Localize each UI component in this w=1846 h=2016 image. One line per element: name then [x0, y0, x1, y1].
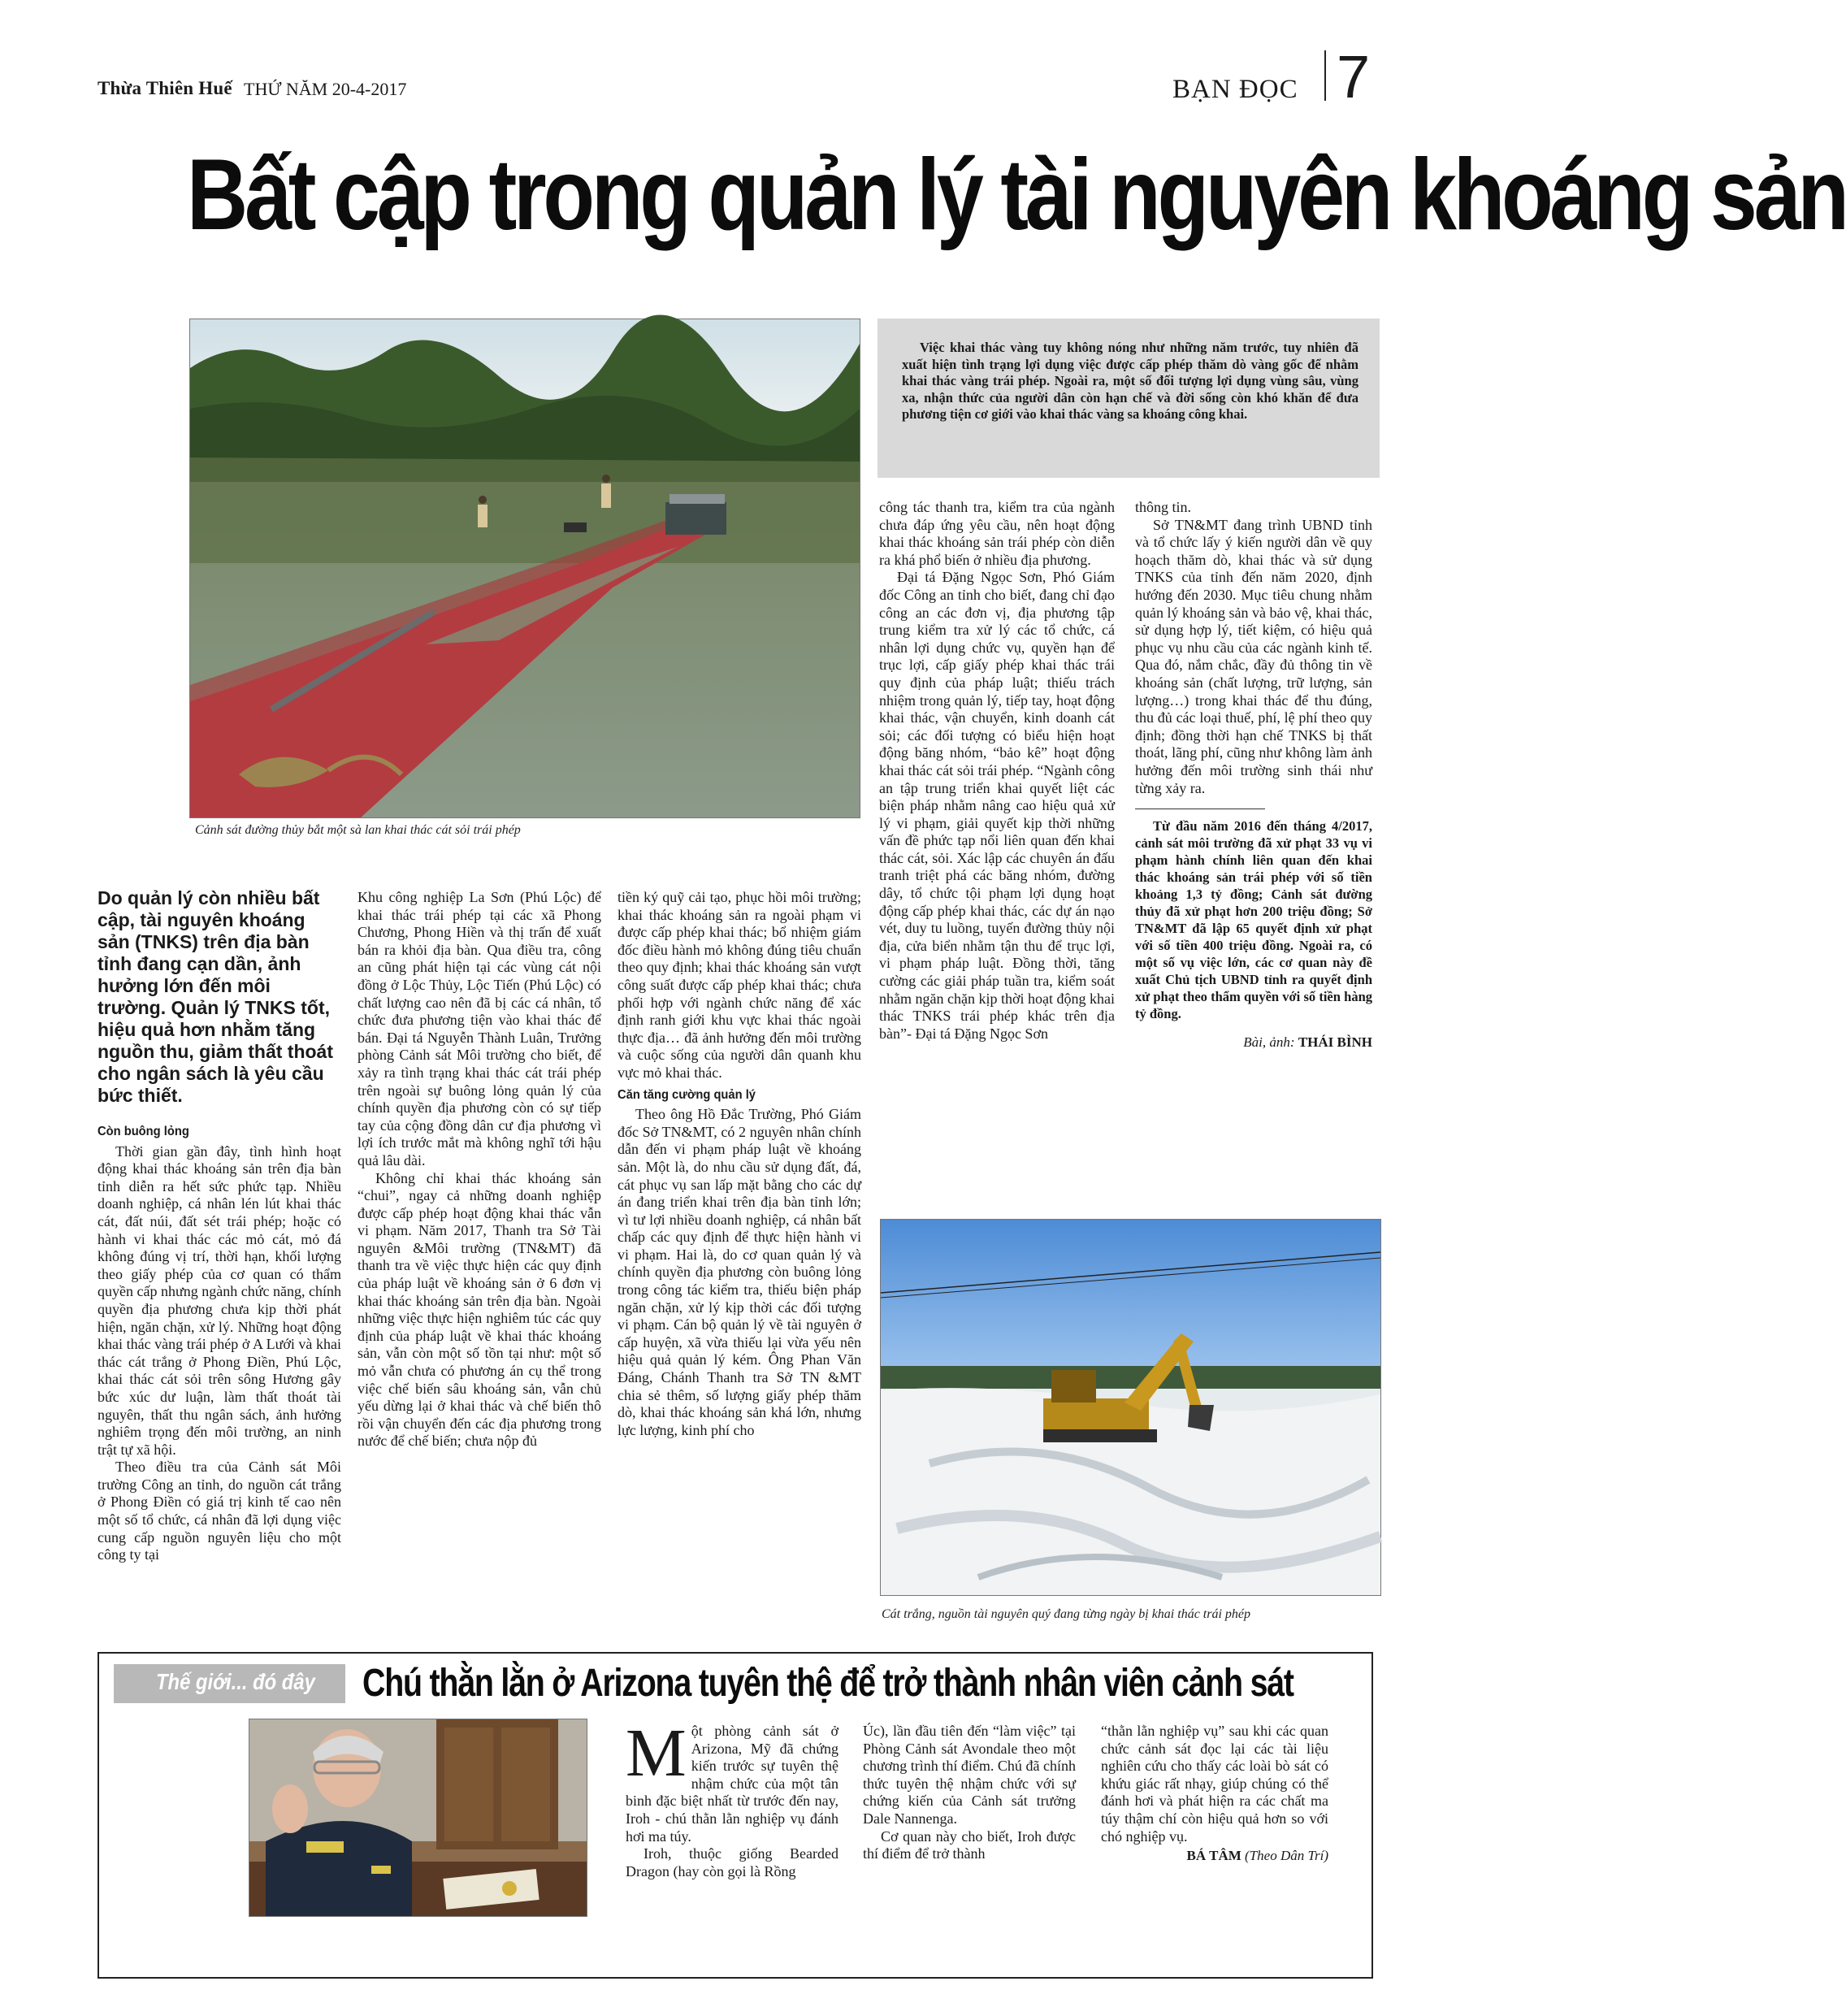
- byline-author: THÁI BÌNH: [1298, 1034, 1372, 1051]
- sidebar-tag: Thế giới... đó đây: [156, 1669, 315, 1694]
- body-paragraph: Iroh, thuộc giống Bearded Dragon (hay còn gọi là Rồng: [626, 1845, 838, 1879]
- section-name: BẠN ĐỌC: [1172, 75, 1298, 104]
- photo2-caption: Cát trắng, nguồn tài nguyên quý đang từng ngày bị khai thác trái phép: [882, 1607, 1251, 1621]
- sidebar-title: Chú thằn lằn ở Arizona tuyên thệ để trở thành nhân viên cảnh sát: [362, 1662, 1294, 1705]
- dropcap-letter: M: [626, 1715, 687, 1791]
- page-number: 7: [1337, 43, 1371, 111]
- sidebar-column-2: [863, 1723, 1076, 1863]
- body-paragraph: Cơ quan này cho biết, Iroh được thí điểm để trở thành: [863, 1827, 1076, 1862]
- body-paragraph: Sở TN&MT đang trình UBND tỉnh và tổ chức lấy ý kiến người dân về quy hoạch thăm dò, khai thác và sử dụng TNKS của tỉnh đến năm 2020, định hướng đến 2030. Mục tiêu chung nhằm quản lý khoáng sản và bảo vệ, khai thác, sử dụng hợp lý, tiết kiệm, có hiệu quả phục vụ nhu cầu của các ngành kinh tế. Qua đó, nắm chắc, đầy đủ thông tin về khoáng sản (chất lượng, trữ lượng, sản lượng…) trong khai thác để thu đúng, thu đủ các loại thuế, phí, lệ phí theo quy định; đồng thời hạn chế TNKS bị thất thoát, lãng phí, cũng như không làm ảnh hưởng đến môi trường sinh thái như từng xảy ra.: [1135, 516, 1372, 796]
- column-3: [618, 889, 861, 1439]
- body-paragraph: Theo ông Hồ Đắc Trường, Phó Giám đốc Sở TN&MT, có 2 nguyên nhân chính dẫn đến vi phạm pháp luật về khoáng sản. Một là, do nhu cầu sử dụng đất, đá, cát phục vụ san lấp mặt bằng cho các dự án đang triển khai trên địa bàn tỉnh lớn; vì tư lợi nhiều doanh nghiệp, cá nhân bất chấp các quy định để thực hiện hành vi vi phạm. Hai là, do cơ quan quản lý và chính quyền địa phương còn buông lỏng trong công tác kiểm tra, thiếu biện pháp ngăn chặn, xử lý kịp thời các đối tượng vi phạm. Cán bộ quản lý về tài nguyên ở cấp huyện, xã vừa thiếu lại vừa yếu nên hiệu quả quản lý kém. Ông Phan Văn Đáng, Chánh Thanh tra Sở TN &MT chia sẻ thêm, số lượng giấy phép thăm dò, khai thác khoáng sản khá lớn, nhưng lực lượng, kinh phí cho: [618, 1106, 861, 1438]
- body-paragraph: Úc), lần đầu tiên đến “làm việc” tại Phòng Cảnh sát Avondale theo một chương trình thí điểm. Chú đã chính thức tuyên thệ nhậm chức với sự chứng kiến của Cảnh sát trưởng Dale Nannenga.: [863, 1723, 1076, 1827]
- sidebar-byline-author: BÁ TÂM: [1186, 1848, 1242, 1864]
- photo1-caption: Cảnh sát đường thủy bắt một sà lan khai thác cát sỏi trái phép: [195, 823, 521, 837]
- column-5: [1135, 499, 1372, 1051]
- sidebar-byline: [1101, 1847, 1328, 1865]
- sand-mining-photo: [880, 1219, 1381, 1596]
- article-byline: [1135, 1034, 1372, 1051]
- sidebar-column-3: [1101, 1723, 1328, 1865]
- issue-date: THỨ NĂM 20-4-2017: [244, 79, 407, 99]
- byline-prefix: Bài, ảnh:: [1243, 1034, 1295, 1051]
- body-paragraph: ột phòng cảnh sát ở Arizona, Mỹ đã chứng kiến trước sự tuyên thệ nhậm chức của một tân binh đặc biệt nhất từ trước đến nay, Iroh - chú thằn lằn nghiệp vụ đánh hơi ma túy.: [626, 1723, 838, 1845]
- lizard-ceremony-photo: [249, 1719, 587, 1917]
- subhead-1: Còn buông lỏng: [98, 1125, 189, 1138]
- lead-paragraph: Việc khai thác vàng tuy không nóng như những năm trước, tuy nhiên đã xuất hiện tình trạng lợi dụng việc được cấp phép thăm dò vàng gốc để nhằm khai thác vàng trái phép. Ngoài ra, một số đối tượng lợi dụng vùng sâu, vùng xa, nhận thức của người dân còn hạn chế và đời sống còn khó khăn để đưa phương tiện cơ giới vào khai thác vàng sa khoáng công khai.: [902, 340, 1358, 423]
- body-paragraph: “thằn lằn nghiệp vụ” sau khi các quan chức cảnh sát đọc lại các tài liệu nghiên cứu cho thấy các loài bò sát có khứu giác rất nhạy, giúp chúng có thể đánh hơi và phát hiện ra các chất ma túy thậm chí còn hiệu quả hơn so với chó nghiệp vụ.: [1101, 1723, 1328, 1845]
- subhead-2: Căn tăng cường quản lý: [618, 1087, 756, 1102]
- body-paragraph: Khu công nghiệp La Sơn (Phú Lộc) để khai thác trái phép tại các xã Phong Chương, Phong Hiền và thị trấn để xuất bán ra khỏi địa bàn. Qua điều tra, công an cũng phát hiện tại các vùng cát nội đồng ở Lộc Thủy, Lộc Tiến (Phú Lộc) có chất lượng cao nên đã bị các cá nhân, tổ chức đưa phương tiện vào khai thác để bán. Đại tá Nguyễn Thành Luân, Trưởng phòng Cảnh sát Môi trường cho biết, để xảy ra tình trạng khai thác cát trái phép trên ngoài sự buông lỏng quản lý của chính quyền địa phương còn có sự tiếp tay của cộng đồng dân cư địa phương vì lợi ích trước mắt mà không nghĩ tới hậu quả lâu dài.: [358, 889, 601, 1168]
- intro-paragraph: Do quản lý còn nhiều bất cập, tài nguyên khoáng sản (TNKS) trên địa bàn tỉnh đang cạn dần, ảnh hưởng lớn đến môi trường. Quản lý TNKS tốt, hiệu quả hơn nhằm tăng nguồn thu, giảm thất thoát cho ngân sách là yêu cầu bức thiết.: [98, 887, 334, 1106]
- header-divider: [1324, 50, 1326, 101]
- body-paragraph: tiền ký quỹ cải tạo, phục hồi môi trường; khai thác khoáng sản ra ngoài phạm vi được cấp phép khai thác; bổ nhiệm giám đốc điều hành mỏ không đúng tiêu chuẩn theo quy định; khai thác khoáng sản vượt công suất được cấp phép khai thác; chưa phối hợp với ngành chức năng để xác định ranh giới khu vực khai thác ngoài thực địa… đã ảnh hưởng đến môi trường và cuộc sống của người dân quanh khu vực mỏ khai thác.: [618, 889, 861, 1081]
- sidebar-byline-source: (Theo Dân Trí): [1245, 1848, 1328, 1864]
- body-paragraph: Đại tá Đặng Ngọc Sơn, Phó Giám đốc Công an tỉnh cho biết, đang chỉ đạo công an các đơn vị, địa phương tập trung kiểm tra xử lý các tổ chức, cá nhân lợi dụng chức vụ, quyền hạn để trục lợi, cấp giấy phép khai thác trái quy định của pháp luật; thiếu trách nhiệm trong quản lý, tiếp tay, hoạt động khai thác, vận chuyển, kinh doanh cát sỏi; các đối tượng có biểu hiện hoạt động băng nhóm, “bảo kê” hoạt động khai thác cát sỏi trái phép. “Ngành công an tập trung triển khai quyết liệt các biện pháp nhằm nâng cao hiệu quả xử lý vi phạm, giải quyết kịp thời những vấn đề phức tạp nổi liên quan đến khai thác cát, sỏi. Xác lập các chuyên án đấu tranh triệt phá các băng nhóm, đường dây, tổ chức tội phạm lợi dụng hoạt động cấp phép khai thác, các dự án nạo vét, duy tu luồng, tuyến đường thủy nội địa, cửa biển nhằm tận thu để trục lợi, vi phạm pháp luật. Đồng thời, tăng cường các giải pháp tuần tra, kiểm soát nhằm ngăn chặn kịp thời hoạt động khai thác TNKS trái phép khác trên địa bàn”- Đại tá Đặng Ngọc Sơn: [879, 569, 1115, 1042]
- article-title: Bất cập trong quản lý tài nguyên khoáng sản: [187, 139, 1846, 251]
- body-paragraph: Thời gian gần đây, tình hình hoạt động khai thác khoáng sản trên địa bàn tỉnh diễn ra hết sức phức tạp. Nhiều doanh nghiệp, cá nhân lén lút khai thác cát, đất núi, đất sét trái phép; hoặc có hành vi khai thác các mỏ cát, mỏ đá không đúng vị trí, thời hạn, khối lượng theo giấy phép của cơ quan có thẩm quyền cấp nhưng ngành chức năng, chính quyền địa phương chưa kịp thời phát hiện, ngăn chặn, xử lý. Những hoạt động khai thác vàng trái phép ở A Lưới và khai thác cát trắng ở Phong Điền, Phú Lộc, khai thác cát sỏi trên sông Hương gây bức xúc dư luận, làm thất thoát tài nguyên, thất thu ngân sách, ảnh hưởng nghiêm trọng đến môi trường, an ninh trật tự xã hội.: [98, 1142, 341, 1458]
- body-paragraph: Không chỉ khai thác khoáng sản “chui”, ngay cả những doanh nghiệp được cấp phép hoạt động khai thác vẫn vi phạm. Năm 2017, Thanh tra Sở Tài nguyên &Môi trường (TN&MT) đã thanh tra về việc thực hiện các quy định của pháp luật về khoáng sản ở 6 đơn vị khai thác khoáng sản trên địa bàn. Ngoài những việc thực hiện nghiêm túc các quy định của pháp luật về khai thác khoáng sản, vẫn còn một số tồn tại như: một số mỏ vẫn chưa có phương án cụ thể trong việc chế biến sâu khoáng sản, vẫn chủ yếu dừng lại ở khai thác và chế biến thô rồi vận chuyển đến các địa phương trong nước để chế biến; chưa nộp đủ: [358, 1169, 601, 1450]
- column-1: [98, 887, 341, 1564]
- body-paragraph: Theo điều tra của Cảnh sát Môi trường Công an tỉnh, do nguồn cát trắng ở Phong Điền có giá trị kinh tế cao nên một số tổ chức, cá nhân đã lợi dụng việc cung cấp nguồn nguyên liệu cho một công ty tại: [98, 1459, 341, 1563]
- body-paragraph: thông tin.: [1135, 499, 1192, 515]
- column-4: [879, 499, 1115, 1043]
- statistics-box: Từ đầu năm 2016 đến tháng 4/2017, cảnh sát môi trường đã xử phạt 33 vụ vi phạm hành chính liên quan đến khai thác khoáng sản trái phép với số tiền khoảng 1,3 tỷ đồng; Cảnh sát đường thủy đã xử phạt hơn 200 triệu đồng; Sở TN&MT đã lập 65 quyết định xử phạt với số tiền 400 triệu đồng. Ngoài ra, có một số vụ việc lớn, các cơ quan này đề xuất Chủ tịch UBND tỉnh ra quyết định xử phạt theo thẩm quyền với số tiền hàng tỷ đồng.: [1135, 818, 1372, 1022]
- body-paragraph: công tác thanh tra, kiểm tra của ngành chưa đáp ứng yêu cầu, nên hoạt động khai thác khoáng sản trái phép còn diễn ra khá phổ biến ở nhiều địa phương.: [879, 499, 1115, 568]
- sidebar-column-1: [626, 1715, 838, 1880]
- column-2: [358, 889, 601, 1450]
- barge-photo: [189, 319, 860, 818]
- newspaper-name: Thừa Thiên Huế: [98, 78, 232, 98]
